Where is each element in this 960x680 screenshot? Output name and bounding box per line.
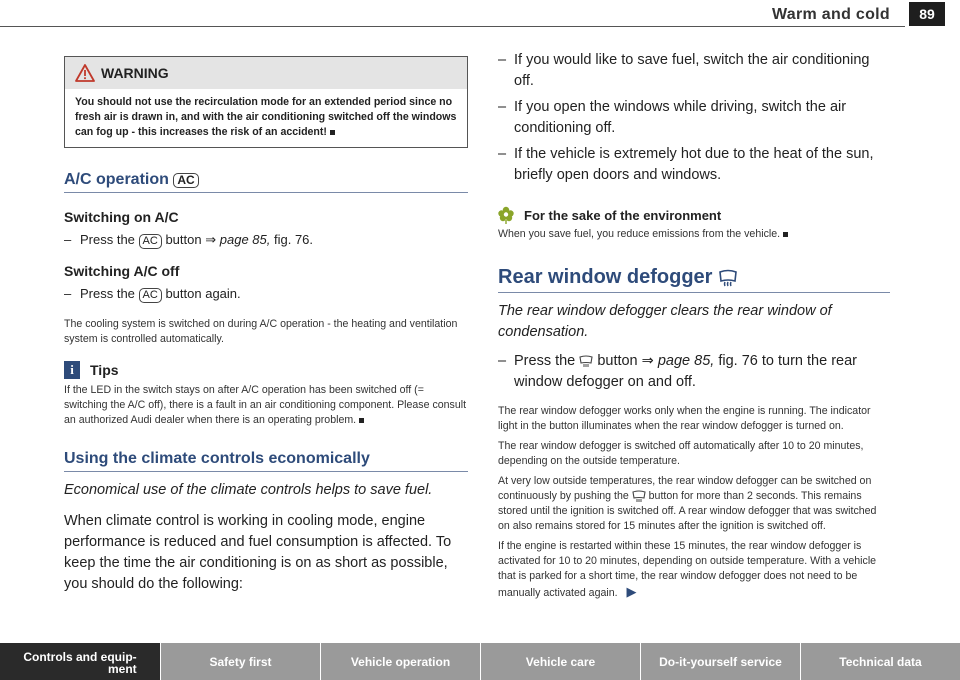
- warning-title: WARNING: [101, 65, 169, 81]
- tips-title: Tips: [90, 362, 119, 378]
- defogger-heading: [498, 266, 890, 293]
- tips-text: If the LED in the switch stays on after A/C operation has been switched off (= switching the A/C off), there is a fault in an air conditioning component. Please consult an authorized Audi dealer when there is an operating problem.: [64, 384, 467, 426]
- page-number: 89: [909, 2, 945, 26]
- economy-item-3: – If the vehicle is extremely hot due to the heat of the sun, briefly open doors and windows.: [498, 146, 874, 183]
- warning-text: You should not use the recirculation mode for an extended period since no fresh air is drawn in, and with the air conditioning switched off the windows can fog up - this increases the risk of an accident!: [75, 96, 457, 138]
- arrow-icon: ⇒: [641, 353, 654, 369]
- page-reference-link[interactable]: page 85,: [657, 353, 715, 369]
- footer-tab-vehicle-operation[interactable]: Vehicle operation: [320, 643, 480, 680]
- tips-heading: [64, 361, 468, 379]
- footer-tab-diy-service[interactable]: Do-it-yourself service: [640, 643, 800, 680]
- ac-key-icon: AC: [173, 173, 198, 188]
- cooling-note: The cooling system is switched on during A/C operation - the heating and ventilation system is controlled automatically.: [64, 318, 458, 345]
- environment-text-block: [498, 227, 890, 242]
- warning-triangle-icon: [75, 64, 95, 82]
- switching-on-heading: Switching on A/C: [64, 209, 179, 225]
- defogger-paragraph-3: At very low outside temperatures, the rear window defogger can be switched on continuously by pushing the button for more than 2 seconds. This remains stored until the ignition is switched off. A rear window defogger that was switched on also remains stored for 15 minutes after the ignition is switched off.: [498, 475, 877, 532]
- economy-lead: Economical use of the climate controls helps to save fuel.: [64, 482, 433, 498]
- defogger-step: – Press the button ⇒ page 85, fig. 76 to turn the rear window defogger on and off.: [498, 353, 857, 390]
- end-mark-icon: [359, 418, 364, 423]
- economy-heading: Using the climate controls economically: [64, 450, 468, 472]
- left-column: [64, 56, 468, 595]
- ac-operation-heading: [64, 171, 468, 193]
- footer-tab-safety[interactable]: Safety first: [160, 643, 320, 680]
- header-rule: [0, 26, 905, 27]
- environment-heading: [498, 206, 890, 224]
- continue-arrow-icon: ▶: [626, 584, 637, 599]
- defogger-title: Rear window defogger: [498, 266, 713, 288]
- footer-tab-technical-data[interactable]: Technical data: [800, 643, 960, 680]
- ac-operation-title: A/C operation: [64, 171, 169, 188]
- end-mark-icon: [783, 232, 788, 237]
- switching-on-step: – Press the AC button ⇒ page 85, fig. 76.: [64, 232, 314, 247]
- footer-tab-vehicle-care[interactable]: Vehicle care: [480, 643, 640, 680]
- environment-text: When you save fuel, you reduce emissions from the vehicle.: [498, 228, 781, 240]
- warning-text-block: [65, 89, 467, 147]
- warning-header: [65, 57, 467, 89]
- economy-item-1: – If you would like to save fuel, switch the air conditioning off.: [498, 52, 870, 89]
- defogger-lead: The rear window defogger clears the rear window of condensation.: [498, 303, 832, 340]
- economy-item-2: – If you open the windows while driving, switch the air conditioning off.: [498, 99, 847, 136]
- tips-text-block: [64, 383, 468, 428]
- switching-off-heading: Switching A/C off: [64, 263, 180, 279]
- footer-tab-controls[interactable]: Controls and equip- ment: [0, 643, 160, 680]
- ac-key-icon: AC: [139, 288, 162, 303]
- flower-icon: [498, 206, 514, 224]
- info-icon: i: [64, 361, 80, 379]
- page-reference-link[interactable]: page 85,: [219, 232, 271, 247]
- defogger-paragraph-4: If the engine is restarted within these 15 minutes, the rear window defogger is activated for 10 to 20 minutes, depending on outside temperature. With a vehicle that is parked for a short time, the rear window defogger does not need to be manually activated again. ▶: [498, 540, 877, 599]
- rear-defogger-icon: [632, 490, 646, 502]
- defogger-paragraph-1: The rear window defogger works only when the engine is running. The indicator light in the button illuminates when the rear window defogger is turned on.: [498, 405, 871, 432]
- environment-title: For the sake of the environment: [524, 207, 722, 223]
- economy-text: When climate control is working in cooling mode, engine performance is reduced and fuel consumption is affected. To keep the time the air conditioning is on as short as possible, you should do the following:: [64, 513, 452, 592]
- arrow-icon: ⇒: [205, 232, 217, 247]
- end-mark-icon: [330, 130, 335, 135]
- rear-defogger-icon: [718, 269, 738, 287]
- defogger-paragraph-2: The rear window defogger is switched off automatically after 10 to 20 minutes, depending on the outside temperature.: [498, 440, 864, 467]
- switching-off-step: – Press the AC button again.: [64, 286, 241, 301]
- chapter-title: Warm and cold: [772, 6, 890, 23]
- rear-defogger-icon: [579, 355, 593, 367]
- ac-key-icon: AC: [139, 234, 162, 249]
- warning-box: [64, 56, 468, 148]
- right-column: [498, 50, 890, 601]
